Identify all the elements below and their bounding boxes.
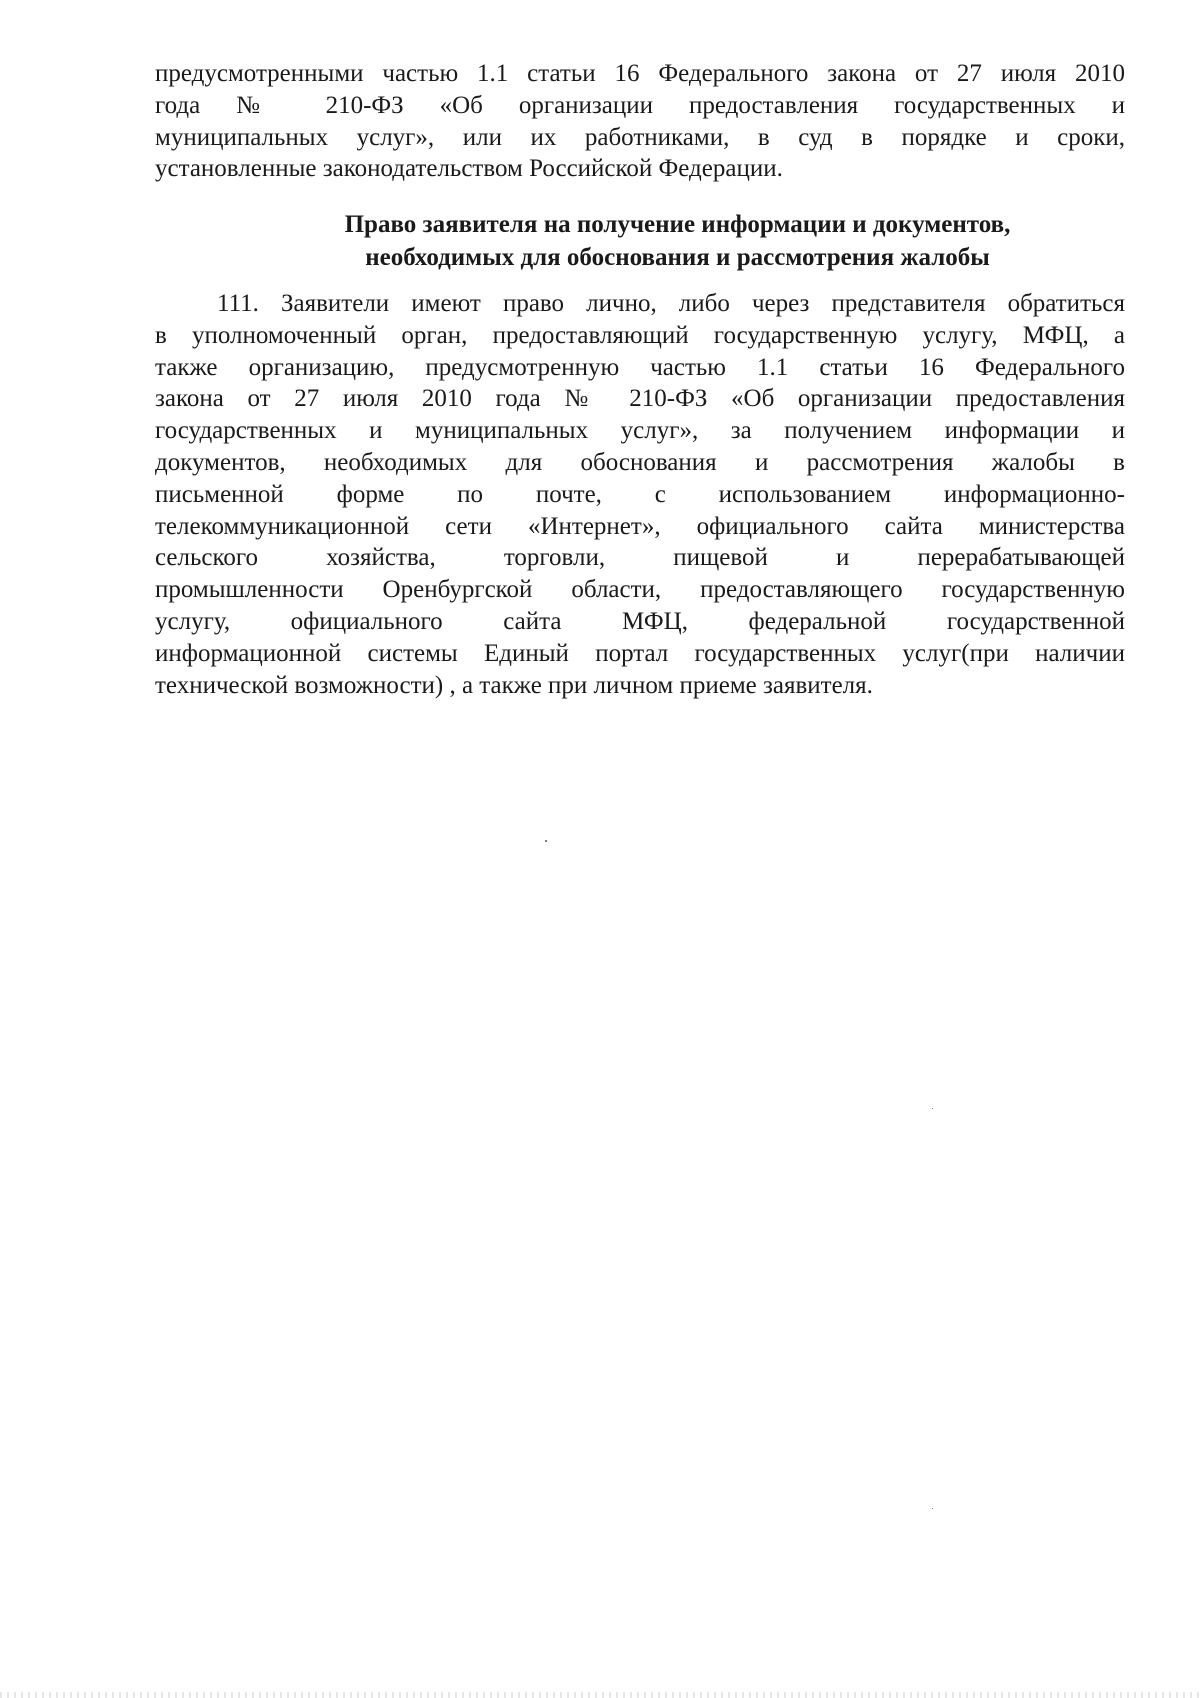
paragraph-line: государственных и муниципальных услуг», за получением информации и xyxy=(155,417,1125,445)
scan-speck xyxy=(932,1508,933,1509)
paragraph-line: установленные законодательством Российской Федерации. xyxy=(155,155,783,183)
paragraph-line: сельского хозяйства, торговли, пищевой и перерабатывающей xyxy=(155,544,1125,572)
paragraph-line: технической возможности) , а также при личном приеме заявителя. xyxy=(155,671,873,699)
paragraph-continued xyxy=(155,58,1125,185)
paragraph-line: телекоммуникационной сети «Интернет», официального сайта министерства xyxy=(155,512,1125,540)
paragraph-line: в уполномоченный орган, предоставляющий государственную услугу, МФЦ, а xyxy=(155,321,1125,349)
heading-line: необходимых для обоснования и рассмотрения жалобы xyxy=(365,244,990,271)
section-heading xyxy=(155,208,1125,274)
paragraph-line: промышленности Оренбургской области, предоставляющего государственную xyxy=(155,576,1125,604)
paragraph-line: закона от 27 июля 2010 года № 210-ФЗ «Об организации предоставления xyxy=(155,385,1125,413)
paragraph-line: информационной системы Единый портал государственных услуг(при наличии xyxy=(155,639,1125,667)
paragraph-line: предусмотренными частью 1.1 статьи 16 Федерального закона от 27 июля 2010 xyxy=(155,60,1125,87)
paragraph-line: письменной форме по почте, с использованием информационно- xyxy=(155,480,1125,508)
paragraph-line: года № 210-ФЗ «Об организации предоставления государственных и xyxy=(155,91,1125,119)
heading-line: Право заявителя на получение информации и документов, xyxy=(344,211,1011,238)
scan-speck xyxy=(932,1108,933,1109)
paragraph-line: 111. Заявители имеют право лично, либо через представителя обратиться xyxy=(217,290,1125,317)
paragraph-line: также организацию, предусмотренную частью 1.1 статьи 16 Федерального xyxy=(155,353,1125,381)
paragraph-line: документов, необходимых для обоснования и рассмотрения жалобы в xyxy=(155,448,1125,476)
scan-edge xyxy=(0,1692,1200,1698)
paragraph-line: муниципальных услуг», или их работниками, в суд в порядке и сроки, xyxy=(155,123,1125,151)
paragraph-111 xyxy=(155,288,1125,701)
paragraph-line: услугу, официального сайта МФЦ, федеральной государственной xyxy=(155,607,1125,635)
scan-speck xyxy=(545,840,547,842)
